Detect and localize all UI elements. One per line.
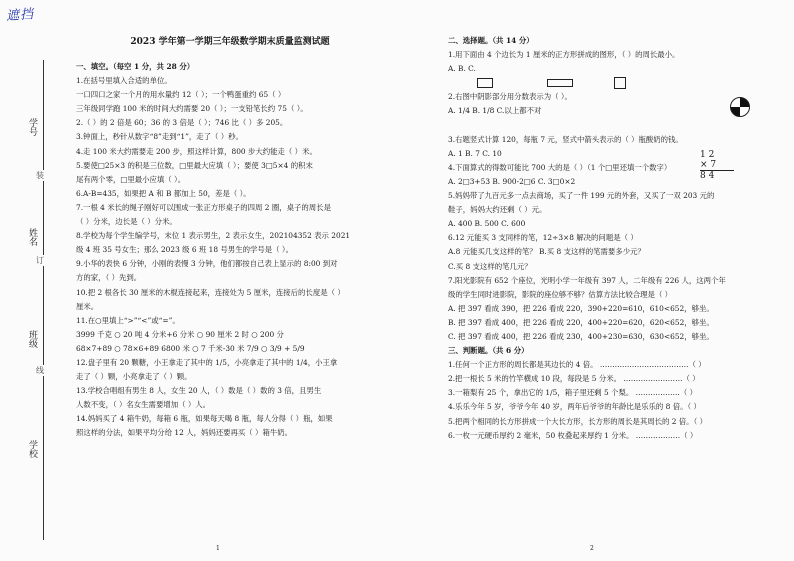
exam-title: 2023 学年第一学期三年级数学期末质量监测试题 [130, 37, 330, 47]
question-line: 5.把两个相同的长方形拼成一个大长方形，长方形的周长是其周长的 2 倍。（ ） [448, 416, 707, 426]
section-heading: 二、选择题。（共 14 分） [448, 36, 534, 45]
question-line: 1.在括号里填入合适的单位。 [76, 76, 172, 86]
mult-row-1: 1 2 [700, 150, 715, 160]
question-line: 68×7+89 ○ 78×6+89 6800 米 ○ 7 千米-30 米 7/9 ○ 3/9 + 5/9 [76, 343, 305, 353]
shaded-circle-icon [730, 96, 750, 117]
shape-b-icon [545, 72, 575, 91]
question-line: 厘米。 [76, 301, 99, 311]
handwritten-stamp: 遮挡 [5, 7, 35, 24]
label-number: 学号 [27, 118, 37, 136]
question-line: 4.走 100 米大约需要走 200 步，照这样计算，800 步大约能走（ ）米。 [76, 146, 317, 156]
left-column [76, 60, 386, 441]
question-line: 6.A-B=435，如果把 A 和 B 都加上 50，差是（ ）。 [76, 188, 251, 198]
question-line: 5.妈妈带了九百元多一点去商场，买了一件 199 元的外套，又买了一双 203 元的 [448, 191, 715, 201]
question-line: 鞋子，妈妈大约还剩（ ）元。 [448, 205, 547, 215]
section-heading: 一、填空。（每空 1 分，共 28 分） [76, 62, 195, 71]
section-heading: 三、判断题。（共 6 分） [448, 346, 529, 356]
question-line: 1.用下面由 4 个边长为 1 厘米的正方形拼成的图形，（ ）的周长最小。 [448, 50, 680, 60]
question-line: 3999 千克 ○ 20 吨 4 分米+6 分米 ○ 90 厘米 2 时 ○ 200 分 [76, 329, 284, 339]
question-line: 4.下面算式的得数可能比 700 大的是（ ）（1 个□里还填一个数字） [448, 162, 672, 172]
label-name: 姓名 [27, 228, 37, 246]
question-line: A. 1/4 B. 1/8 C.以上都不对 [448, 106, 542, 116]
shape-c-icon [612, 72, 628, 91]
multiplication-figure [700, 150, 734, 181]
question-line: 7.一根 4 米长的绳子刚好可以围成一张正方形桌子的四周 2 圈，桌子的周长是 [76, 202, 331, 212]
binding-line [43, 60, 44, 540]
seal-word-2: 订 [36, 256, 44, 265]
question-line: 级的学生同时进影院，影院的座位够不够？估算方法比较合理是（ ） [448, 289, 673, 299]
question-line: 6.一枚一元硬币厚约 2 毫米，50 枚叠起来厚约 1 分米。 ………………（ ） [448, 430, 698, 440]
question-line: 3.右题竖式计算 120，每瓶 7 元，竖式中箭头表示的（ ）瓶酸奶的钱。 [448, 134, 683, 144]
question-line: 级 4 班 35 号女生；那么 2023 级 6 班 18 号男生的学号是（ ）。 [76, 245, 293, 255]
question-line: 10.把 2 根各长 30 厘米的木棍连接起来，连接处为 5 厘米，连接后的长度是（ ） [76, 287, 345, 297]
question-line: 7.阳光影院有 652 个座位，光明小学一年级有 397 人，二年级有 226 人，这两个年 [448, 275, 726, 285]
seal-word-1: 装 [36, 171, 44, 180]
question-line: 一口四口之家一个月的用水量约 12（ ）；一个鸭蛋重约 65（ ） [76, 90, 286, 100]
question-line: 照这样的分法，如果平均分给 12 人，妈妈还要再买（ ）箱牛奶。 [76, 428, 293, 438]
question-line: 方的家，（ ）先到。 [76, 273, 142, 283]
question-line: 1.任何一个正方形的周长都是其边长的 4 倍。 ………………………………（ ） [448, 360, 706, 370]
shape-a-icon [475, 72, 495, 91]
question-line: B. 把 397 看成 400，把 226 看成 220，400+220=620，620<652，够坐。 [448, 317, 714, 327]
question-line: 5.要使□25×3 的积是三位数，□里最大应填（ ）；要使 3□5×4 的积末 [76, 160, 313, 170]
question-line: 4.乐乐今年 5 岁，爷爷今年 40 岁，两年后爷爷的年龄比是乐乐的 8 倍。（ ） [448, 402, 701, 412]
question-line: A. 把 397 看成 390，把 226 看成 220，390+220=610，610<652，够坐。 [448, 303, 714, 313]
question-line: 3.一箱梨有 25 个，拿出它的 1/5，箱子里还剩 5 个梨。 ………………（ ） [448, 388, 698, 398]
question-line [448, 119, 768, 133]
label-class: 班级 [27, 330, 37, 348]
question-line [448, 76, 768, 90]
question-line: 8.学校为每个学生编学号，末位 1 表示男生，2 表示女生，202104352 表示 2021 [76, 231, 351, 241]
right-column [448, 34, 768, 443]
question-line: 尾有两个零，□里最小应填（ ）。 [76, 174, 186, 184]
question-line: 6.12 元能买 3 支同样的笔，12÷3×8 解决的问题是（ ） [448, 233, 638, 243]
question-line: 走了（ ）颗，小亮拿走了（ ）颗。 [76, 372, 192, 382]
mult-row-2: × 7 [700, 160, 717, 170]
label-school: 学校 [27, 440, 37, 458]
question-line: C.买 8 支这样的笔几元？ [448, 261, 532, 271]
question-line: A. 1 B. 7 C. 10 [448, 148, 502, 158]
page-number-left: 1 [216, 545, 220, 552]
mult-row-3: 8 4 [700, 171, 715, 181]
page-number-right: 2 [590, 545, 594, 552]
question-line: 2.（ ）的 2 倍是 60；36 的 3 倍是（ ）；746 比（ ）多 205。 [76, 118, 288, 128]
question-line: 人数不变，（ ）名女生需要增加（ ）人。 [76, 400, 211, 410]
question-line: 2.把一根长 5 米的竹竿横成 10 段，每段是 5 分米。 ……………………（ ） [448, 374, 700, 384]
question-line: （ ）分米，边长是（ ）分米。 [76, 217, 177, 227]
question-line: 11.在○里填上“>”“<”或“=”。 [76, 315, 180, 325]
question-line: 12.盘子里有 20 颗糖，小王拿走了其中的 1/5，小亮拿走了其中的 1/4，小王拿 [76, 357, 338, 367]
question-line: 9.小华的表快 6 分钟，小刚的表慢 3 分钟，他们都按自己表上显示的 8:00 到对 [76, 259, 338, 269]
seal-word-3: 线 [36, 366, 44, 375]
question-line: A.8 元能买几支这样的笔？ B.买 8 支这样的笔需要多少元？ [448, 247, 645, 257]
question-line: A. 400 B. 500 C. 600 [448, 219, 526, 229]
question-line: 13.学校合唱组有男生 8 人，女生 20 人，（ ）数是（ ）数的 3 倍，且男生 [76, 386, 322, 396]
question-line: 14.妈妈买了 4 箱牛奶，每箱 6 瓶，如果每天喝 8 瓶，每人分得（ ）瓶，如果 [76, 414, 333, 424]
question-line: 三年级同学跑 100 米的时间大约需要 20（ ）；一支铅笔长约 75（ ）。 [76, 104, 308, 114]
question-line: A. B. C. [448, 64, 476, 74]
question-line: C. 把 397 看成 400，把 226 看成 230，400+230=630，630<652，够坐。 [448, 331, 714, 341]
question-line: 2.右图中阴影部分用分数表示为（ ）。 [448, 92, 572, 102]
question-line: A. 2□3+53 B. 900-2□6 C. 3□0×2 [448, 176, 576, 186]
question-line: 3.钟面上，秒针从数字“8”走到“1”，走了（ ）秒。 [76, 132, 243, 142]
